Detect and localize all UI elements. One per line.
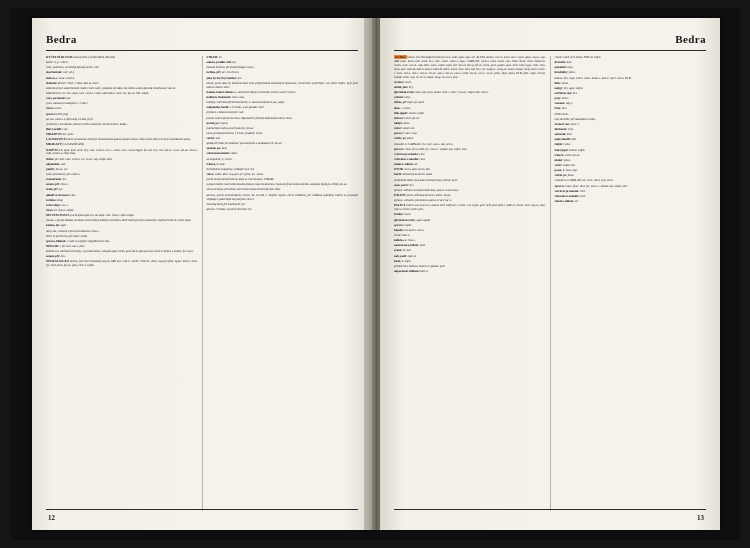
dictionary-entry: k chůze: zbaj. — [46, 197, 64, 202]
dictionary-entry: PALIVÁ bolest acn arsen-m. azand. bell. baff.aur-r caust. cot. euph. gelr. helf. ped. kali-c. kalb-si. kreos. lach. mg-m. mez. rhus-t. tarent. valer. pier. — [394, 203, 546, 212]
dictionary-entry: ichíte! kali-n. — [394, 232, 411, 237]
dictionary-entry: pokračúmé nohou, pocit jako by: ph-ac. — [206, 125, 255, 130]
dictionary-entry: chůze: ph: bell. calc. carb-v. lyc. so-ac. sep. sulph. dřez — [46, 156, 113, 161]
dictionary-entry: vzlaváni cs zokulla: chel. — [554, 193, 586, 198]
dictionary-entry: zprava: colac. ff-ac. diol. lyc. merc-c. sabad. sep. sulph. zinc. — [554, 183, 629, 188]
dictionary-entry: gausúlni: euja. — [554, 65, 574, 70]
dictionary-entry: večer: sulph. teb. — [554, 162, 576, 167]
dictionary-entry: zprava. 7 hodin, nvoučcí zhorršia: lyc. — [206, 206, 253, 211]
dictionary-entry: PÁLENÍ, pocit, stříbaná eprava s vlevo: lucaz. — [394, 193, 451, 197]
dictionary-entry: spála při zrákr přl zuzánky: pociuzvjáset a potlakzovjch: ph-ac. — [206, 141, 283, 146]
dictionary-entry: tlak zjepší: smom: sulph. — [554, 147, 586, 152]
dictionary-entry: teple chmlfí: sdll. — [554, 137, 577, 142]
dictionary-entry: zámica. tellsen: sil. — [394, 162, 418, 167]
dictionary-entry: kolene, do: agar. — [46, 223, 67, 228]
dictionary-entry: cionb. colch. ferr. kobw. PLB sil. sulph. — [554, 55, 602, 59]
dictionary-entry: píchání, s lahavou bolesti: calc. — [206, 110, 245, 115]
dictionary-entry: paty: kali-c. — [554, 96, 570, 101]
dictionary-entry: spánek, po: lach — [206, 146, 228, 151]
dictionary-entry: jako by levý byl nohiný: ars. — [206, 75, 243, 80]
dictionary-entry: kolene, bolest zútisno: s, nastrí při zbújeu cvičenótu, bortú v anscí: rhus-t. — [206, 89, 297, 94]
dictionary-entry: sabotelá: dulc. — [554, 132, 573, 137]
dictionary-entry: porod, po: hypra. — [206, 120, 229, 125]
dictionary-entry: borbl: balvalrýz ke.dreln: azsar — [394, 172, 433, 177]
right-page — [380, 18, 720, 530]
left-page-number: 12 — [48, 514, 55, 522]
dictionary-entry: skorbutinní: calc. sil-f. — [46, 70, 75, 75]
dictionary-entry: ukdpr: phos. — [394, 121, 411, 126]
right-column-2 — [555, 56, 707, 511]
dictionary-entry: ráno, probuzení bolest, s 5 hod., pradlut: verat. — [206, 130, 263, 135]
dictionary-entry: ehm...: colac. — [394, 105, 411, 110]
dictionary-entry: trhavá: colch. ph-ac. — [554, 152, 581, 157]
dictionary-entry: trhavá, v: oalc. — [206, 161, 226, 166]
dictionary-entry: třišlec dulc. — [554, 111, 569, 116]
dictionary-entry: obdol, phe: bry. — [394, 85, 414, 90]
dictionary-entry: ghztoálrd ssvály: agar. napta — [394, 217, 431, 222]
dictionary-entry: otok, pocit: lil-t. — [394, 182, 415, 187]
dictionary-entry: bruhsí: caust. — [394, 212, 412, 217]
right-columns — [394, 56, 706, 511]
dictionary-entry: zprava, pociit uchnoluzáchu nerva, ke. kcralb c. zlepšní mphm, horší chládeni, při coklklua potlejba, bolest se prompsd slepláge z pokrnlzpíchu polzyba: rhus-t. — [206, 192, 358, 201]
dictionary-entry: zcenn: fs: dor. — [394, 248, 412, 253]
dictionary-entry: vstrávat je zokuda: chel. — [554, 188, 586, 193]
dictionary-entry: trhavá: colch. ph-ac. — [394, 115, 420, 120]
dictionary-entry: škubanie: cina. — [554, 126, 574, 131]
dictionary-entry: kolhású, beolástné: rhus-t.zua. — [206, 94, 245, 99]
dictionary-entry: sprava, hlubok: v, ssbl. k symfýze: zbjydki kosti: zbn. — [46, 238, 110, 243]
dictionary-entry: vstrávat je zokuda: chel. — [394, 151, 426, 156]
dictionary-entry: khodiy: ira.kali-n. nux-v. — [394, 227, 425, 232]
dictionary-entry: romene: nzg-c. — [554, 101, 574, 106]
dictionary-entry: NEKLID: v. fer. lem. nat-s. pier. — [46, 244, 85, 249]
dictionary-entry: calcúsi: mmy. — [394, 95, 411, 100]
dictionary-entry: zlámání: druhé: CALC. colbe. kali-m. merc. — [46, 80, 100, 85]
dictionary-entry: vyzo, studna po vadmjich, c. CALC. — [46, 101, 89, 106]
dictionary-entry: tlak zjepší: smom: sulph. — [394, 110, 425, 115]
dictionary-entry: zlejšti: coloc. — [554, 142, 572, 147]
dictionary-entry: chůze, př: bapt. gsr. puls. — [394, 100, 425, 105]
dictionary-entry: oakasí, praldit. šeli: lye. — [206, 60, 237, 65]
dictionary-entry: vstavání cs CARB-AN. cic. cocc. nat-s. sep. secm. — [394, 141, 454, 146]
dictionary-entry: od člnu k tíse: lil-t. — [554, 90, 578, 95]
dictionary-entry: sezení, při: fsm. — [46, 254, 66, 259]
dictionary-entry: vazy, povlenné: aur. — [46, 96, 71, 101]
dictionary-entry: večer: sulph. teb. — [394, 126, 415, 131]
dictionary-entry: nob, podl: mgh-m. — [394, 253, 417, 258]
dictionary-entry: strampartie, s; csuch. — [206, 156, 233, 161]
dictionary-entry: kolene, dry. caps. colch. coloc. kolke-c. kali-c. merc. nat-a. PLB. — [554, 75, 632, 80]
dictionary-entry: kloub, pocit jako by tudeúcní kost byla připrávánók bolezinýmí sponumti, chroríenín vystřelujíc: na výšch chdčo, byly paví kolem cekém colac. — [206, 80, 358, 89]
dictionary-entry: pocht nesnesítelné bolestí, kdyz se tvořt zbozey: STRAM. — [206, 177, 275, 182]
dictionary-entry: zámica. tellsen: sil. — [554, 198, 579, 203]
left-column-2 — [207, 56, 359, 511]
dictionary-entry: NAPĚTÍ seb. agar. kali. herb. bry. calc. carb-v. coc-c. colac. con. cost-k mgph. fer-ma. bry. ruz. nat-m. ro-ac. ph-ac. rhus-t. sulp. urtica-u. zlatý chat. — [46, 147, 198, 156]
dictionary-entry: NECITELIVOST. pociit zpat agtle ars sm.bapt. calc. rhus-t. stph. sulph. — [46, 213, 135, 218]
dictionary-entry: ohledl ve stranym: calc. — [46, 192, 77, 197]
dictionary-entry: volzle. ps: phos. — [394, 136, 414, 141]
dictionary-entry: kfitr: alum. — [554, 80, 569, 85]
dictionary-entry: pocet, r: nat-r. asp. — [554, 168, 578, 173]
dictionary-entry: pohyb, bolest pouze hrěnou, odpozúnici: přísání dokonalou úlevu: diso. — [206, 115, 293, 120]
dictionary-entry: zeváteř ven: merc-c. — [554, 121, 580, 126]
dictionary-entry: beznaá bolesní, při mutmerfazgé: arg-n. — [206, 65, 255, 70]
dictionary-entry: rány, nateřené, vychánějí zkratky kosti: calc. — [46, 65, 100, 70]
dictionary-entry: vyhúcený c acetabula, hlavice levého ulutečné, hzenít leznce: kalke... — [46, 121, 129, 126]
right-foot-rule — [394, 509, 706, 510]
dictionary-entry: volzle. ps: phos. — [554, 173, 575, 178]
dictionary-entry: po ran, nebo u a ofilcnicky ch úkti, phyt — [46, 116, 93, 121]
dictionary-entry: šířící se do břicha, při stání: sulph. — [46, 233, 88, 238]
dictionary-entry: tichobolest symptomy, zrůdajíci ses: lnf. — [206, 166, 255, 171]
dictionary-entry: ukdpr: phos. — [554, 157, 571, 162]
dictionary-entry: ráno, probuzení; přl. carb-v. — [46, 172, 81, 177]
right-head-rule — [394, 50, 706, 51]
right-running-head: Bedra — [675, 34, 706, 46]
dictionary-entry: večer zleps: coc-c. — [46, 202, 69, 207]
dictionary-entry: LACERUJÍCÍ bolest; do kolena, bzstí při sebezezmíšm pokusu hylat nohou, chůze nebo sitter nu níl je nezedávati: phos. — [46, 137, 191, 142]
dictionary-entry: sprava: ruphe. — [394, 222, 413, 227]
dictionary-entry: odpoledne: nzh. — [46, 161, 66, 166]
dictionary-entry: ghzrialak avalý: asar. son. hyos. zham. chin-s. merc. nvn-ac. staph. tab. vzol-v. — [394, 90, 489, 95]
left-running-head: Bedra — [46, 34, 77, 46]
dictionary-entry: kosti, v: nzph. — [394, 258, 412, 263]
dictionary-entry: zúžením thrl. sví. sen. stpls, calc. carb-s. colac. akin kali-s. lach. lyc. ph-ac. SIL. sulph. — [46, 90, 150, 95]
dictionary-entry: vlevo: colac. diso. cup-per. grt. gsha. lyc. suma. — [206, 172, 264, 177]
dictionary-entry: rucbý: zsit. — [206, 136, 221, 141]
dictionary-entry: pocet, r: nat-r. asp. — [394, 131, 418, 136]
dictionary-entry: STRAM. trc — [206, 55, 223, 59]
dictionary-entry: OSTRÁ bolest, (viz Neuzdgicki bolest) acon. aeth. agar. ago. ail. ALUM. ammo: ars-m. asan. aur-r. apsi. apoc. arg-n. sep. ARS asim. bara. bell. bord. bry. calc. caust. cann-i. caps. CARB-AN. carb-v. cani. caust. cau. clinz cimih. clem cozzocca. colch. conc. con-h. cups dulc. euon. esphr. esph. ferr. fer-ar. ferr-p. ffl-ac. form. grat. graph. grat. hvin. helf. hypo. chin. cina. hyos. ipec. kali-bi. kali-b. kali-c. kalb-bi. kalm. kreos. lous. lour. led. lil-t. lyc. magn-c. sang-ta. mezer. mang. mxny merc. merc-c. znzc. mit-a. nat-c. nat-m. nit-ac. nat-s. nux-m. nux-v. olnd. ott-ac. ors-v. ox-ac. phos. phyt. phos. PLB. puls. raph. rhrust. sabad. sehin. sep. sil. sil-n. sulph. sang. sil. vol-v. zinc. — [394, 55, 546, 79]
left-head-rule — [46, 50, 358, 51]
dictionary-entry: mlehký, s khrázsvrjícmí bolezunín; v: zanti zuchitumní: po, sulph. — [206, 100, 285, 105]
dictionary-entry: rad, do křtže, při nakoštkní: sulph. — [554, 116, 596, 121]
dictionary-entry: sprava: LED. php. — [46, 111, 69, 116]
dictionary-entry: odpochoch. hělhem: kali-n. — [394, 268, 429, 273]
right-column-1 — [394, 56, 546, 511]
dictionary-entry: odpoledne, hozlú: v 15 hodi., a po zpudzu: lach. — [206, 105, 265, 110]
dictionary-entry: KYČELNÍ KLOUB onemocnění, (viz Reedlied, Husáni) — [46, 55, 116, 59]
right-page-number: 13 — [697, 514, 704, 522]
dictionary-entry: OTOK: acon. apis. facre. plb. — [394, 167, 431, 172]
dictionary-entry: jinoka, v projel zložkal, do bolsu vímeli až ke kotlíkyru krbnínu, delíl celým pravým nohanhm, lepší lečením šo. nelze aglo. — [46, 218, 192, 223]
dictionary-entry: sezení, při: rhus-t — [46, 182, 68, 187]
dictionary-entry: zprava. sdllvjse se dolem dolit dats. pak se v:uzt lactyr. — [394, 187, 460, 192]
dictionary-entry: kulicka. s: rhus-t. — [394, 238, 416, 243]
dictionary-entry: zprava, s zindem, jde dolova, pak se vrací: lac-c. — [394, 198, 452, 203]
dictionary-entry: zúžením provl. zánět bolesti, bodé v meil. kolf. vyhnkání servdkó, sta stelles a lek ohzevlát stredlvonui: nat-m. — [46, 85, 176, 90]
dictionary-entry: nedgy: bry. agar. sulph. — [554, 85, 584, 90]
highlight-marker: OSTRÁ — [395, 55, 406, 59]
dictionary-entry: ischias, při: ars. irs:zhcon. — [206, 70, 240, 75]
dictionary-entry: vlevo: arsen. — [46, 106, 62, 111]
dictionary-entry: dratulte: laur. — [554, 60, 573, 65]
dictionary-entry: nohy, do, s bolesti v pravé kondneirá: rhus-t. — [46, 228, 100, 233]
dictionary-entry: vstavání cs CARB-AN. cic. cocc. nat-s. sep. secm. — [554, 178, 614, 183]
column-divider — [550, 56, 551, 511]
dictionary-entry: stání, při: lyc. — [46, 187, 64, 192]
dictionary-entry: kašlou nov. edcíhná nervozity, v pravém boku, vstoptle agd s vícku, pravsla ni zpls-jas mor. must se hybat, s bolast; fer. saco. — [46, 249, 194, 254]
dictionary-entry: MRAKAVÝ (viz ZASPÁVÁNÍ) — [46, 142, 84, 147]
dictionary-entry: lhávy uchdi: colc. — [46, 126, 69, 131]
dictionary-entry: zmenšaj hlub, při mezibuchi: gri — [206, 201, 246, 206]
dictionary-entry: slabost, s: acac. carb-a — [46, 75, 75, 80]
column-divider — [202, 56, 203, 511]
left-columns — [46, 56, 358, 511]
dictionary-entry: zprava: colac. ff-ac. diol. lyc. merc-c. sabad. sep. sulph. zinc. — [394, 146, 468, 151]
open-book — [10, 8, 740, 540]
dictionary-entry: pohyb: ph-ac. lyc. — [46, 166, 69, 171]
dictionary-entry: vlevo: br. rhus-t. sulph. — [46, 208, 74, 213]
dictionary-entry: a gharralalbo rozíz nebo kloubu dola po noze do kolenne, častu do fýsku nebo kotníku, nepatmé lupló po chlipt: ph-ac. — [206, 182, 348, 187]
dictionary-entry: rozmarloké: lyc. — [46, 177, 67, 182]
left-column-1 — [46, 56, 198, 511]
dictionary-entry: zánět ~u, p. CALC. — [46, 60, 69, 65]
dictionary-entry: NEURALGICKÁ bolest, (viz Ocerchbalost) aeg-A. ARS aur. CALC. cantb. COLOC. diso. cap-pes ffaw. hyper. kali-c. lach. lyc. pell. phos. ph-ac. puls. rhus-t. sulph. — [46, 259, 198, 268]
dictionary-entry: MRÁZENÍ calc. puls. — [46, 132, 74, 137]
dictionary-entry: tříse: fers. — [554, 106, 568, 111]
dictionary-entry: menstruace, hělem: med. — [394, 243, 426, 248]
dictionary-entry: lymfatické drály jsou jako rozdí pervazy cizlvní: apis. — [394, 177, 458, 182]
dictionary-entry: přední část, hělhem, hnání ve spánku: gelr. — [394, 263, 446, 268]
dictionary-entry: vzlaváni cs zokulla: chel. — [394, 157, 426, 162]
dictionary-entry: zleva do hlezy, při lehmí, zutrú bolest jako elektrický šok: dios. — [206, 187, 281, 192]
left-page — [32, 18, 372, 530]
dictionary-entry: hrudnhby: phos. — [554, 70, 576, 75]
dictionary-entry: stání nesnesítelné: valen. — [206, 151, 238, 156]
dictionary-entry: stvotní: caust. — [394, 79, 412, 84]
left-foot-rule — [46, 509, 358, 510]
